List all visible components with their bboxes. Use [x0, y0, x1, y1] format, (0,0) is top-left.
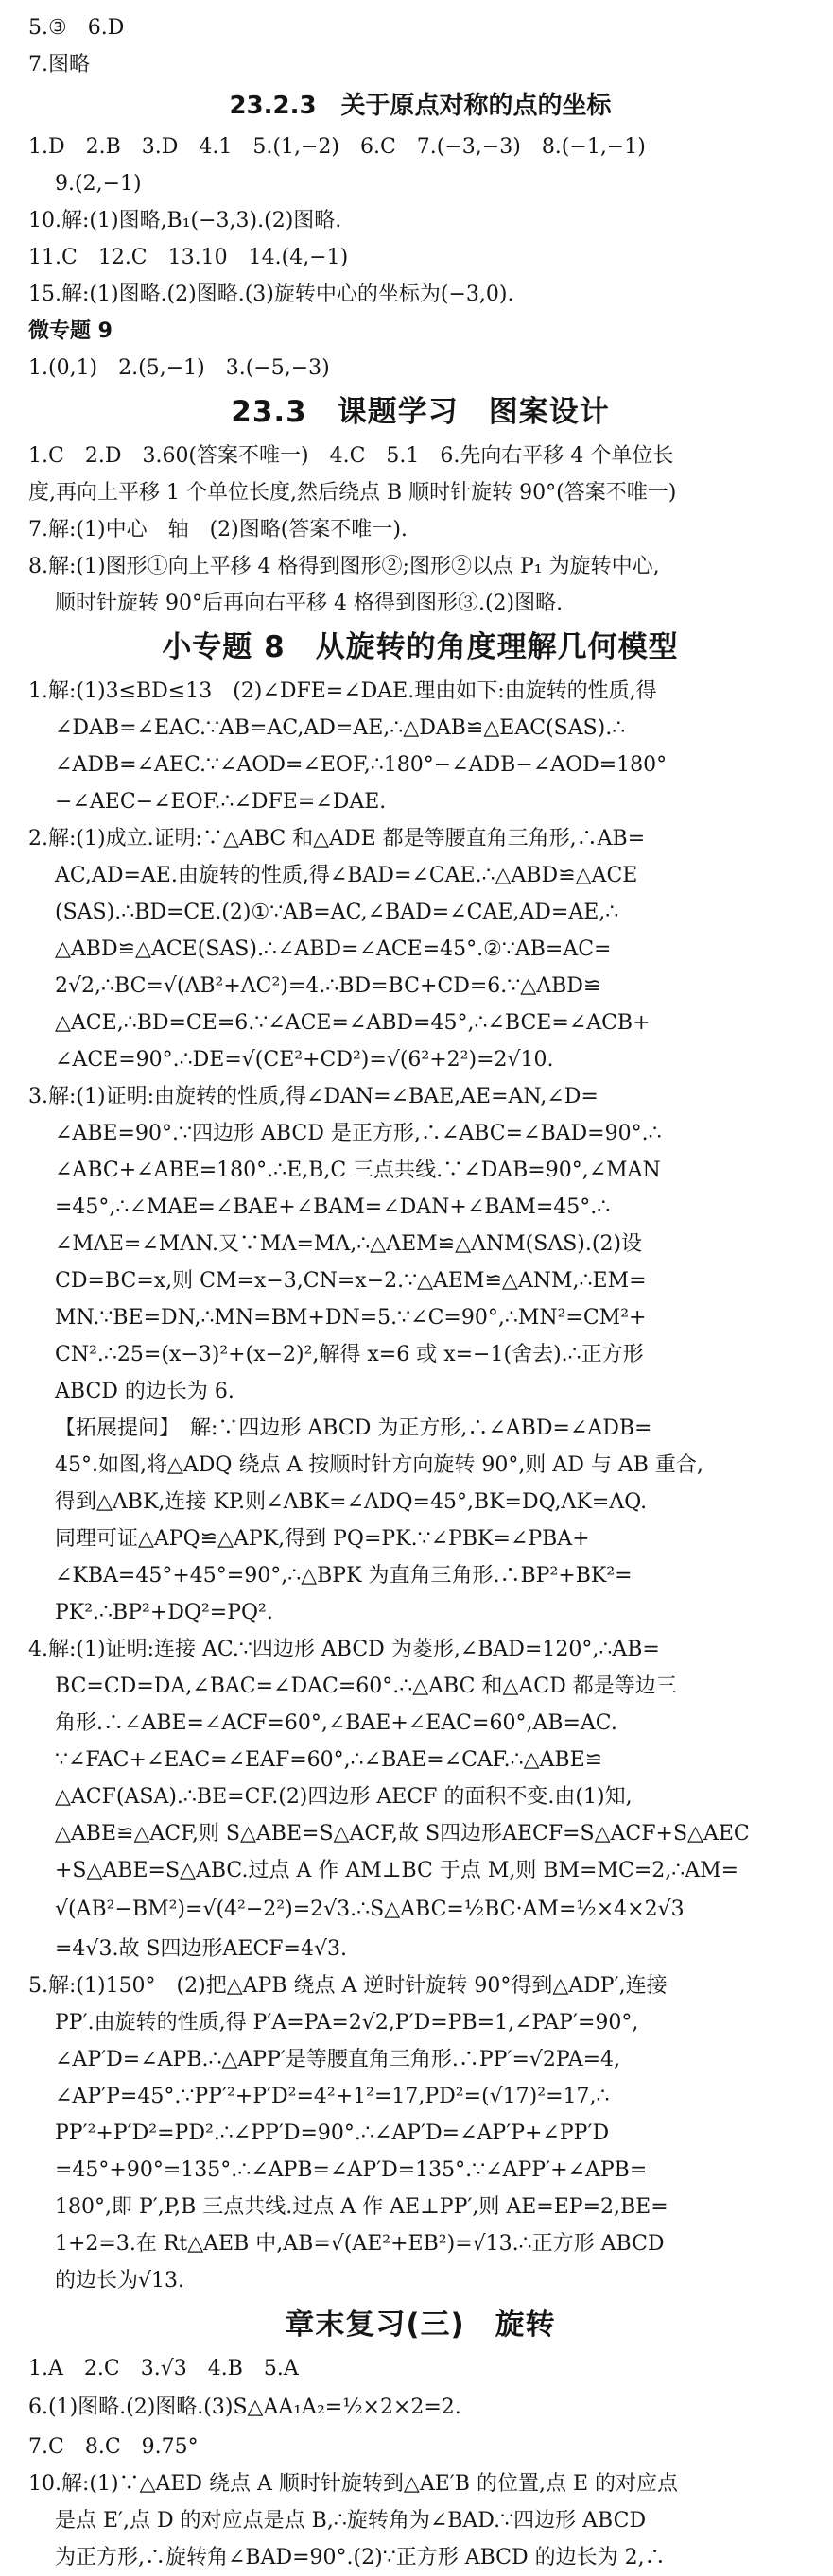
answer-line: PP′.由旋转的性质,得 P′A=PA=2√2,P′D=PB=1,∠PAP′=90°,: [55, 2011, 639, 2035]
answer-line: ∠ACE=90°.∴DE=√(CE²+CD²)=√(6²+2²)=2√10.: [55, 1048, 554, 1072]
answer-line: 180°,即 P′,P,B 三点共线.过点 A 作 AE⊥PP′,则 AE=EP=2,BE=: [55, 2195, 668, 2219]
answer-line: 45°.如图,将△ADQ 绕点 A 按顺时针方向旋转 90°,则 AD 与 AB 重合,: [55, 1453, 703, 1477]
answer-line: 11.C 12.C 13.10 14.(4,−1): [28, 246, 349, 269]
answer-line: 2.解:(1)成立.证明:∵△ABC 和△ADE 都是等腰直角三角形,∴AB=: [28, 827, 646, 850]
answer-line: 1.C 2.D 3.60(答案不唯一) 4.C 5.1 6.先向右平移 4 个单位长: [28, 444, 674, 468]
answer-line: ∠ABC+∠ABE=180°.∴E,B,C 三点共线.∵∠DAB=90°,∠MAN: [55, 1159, 661, 1182]
answer-line: ∠ABE=90°.∵四边形 ABCD 是正方形,∴∠ABC=∠BAD=90°.∴: [55, 1122, 662, 1145]
answer-line: ∠AP′D=∠APB.∴△APP′是等腰直角三角形.∴PP′=√2PA=4,: [55, 2048, 621, 2071]
answer-line: PK².∴BP²+DQ²=PQ².: [55, 1601, 273, 1624]
answer-line: ∠ADB=∠AEC.∵∠AOD=∠EOF,∴180°−∠ADB−∠AOD=180°: [55, 753, 668, 777]
answer-line: 10.解:(1)∵△AED 绕点 A 顺时针旋转到△AE′B 的位置,点 E 的对应点: [28, 2472, 678, 2496]
answer-line: 1+2=3.在 Rt△AEB 中,AB=√(AE²+EB²)=√13.∴正方形 ABCD: [55, 2232, 665, 2256]
answer-line: 5.解:(1)150° (2)把△APB 绕点 A 逆时针旋转 90°得到△ADP′,连接: [28, 1974, 668, 1998]
answer-line: 顺时针旋转 90°后再向右平移 4 格得到图形③.(2)图略.: [55, 592, 564, 615]
answer-line: 5.③ 6.D: [28, 16, 125, 40]
answer-line: 3.解:(1)证明:由旋转的性质,得∠DAN=∠BAE,AE=AN,∠D=: [28, 1085, 599, 1108]
answer-line: 8.解:(1)图形①向上平移 4 格得到图形②;图形②以点 P₁ 为旋转中心,: [28, 555, 660, 578]
answer-line: 7.图略: [28, 53, 90, 77]
answer-line: 15.解:(1)图略.(2)图略.(3)旋转中心的坐标为(−3,0).: [28, 283, 514, 306]
answer-line: △ABE≌△ACF,则 S△ABE=S△ACF,故 S四边形AECF=S△ACF+S△AEC: [55, 1822, 750, 1846]
answer-line: 1.解:(1)3≤BD≤13 (2)∠DFE=∠DAE.理由如下:由旋转的性质,得: [28, 679, 657, 703]
answer-line: 6.(1)图略.(2)图略.(3)S△AA₁A₂=½×2×2=2.: [28, 2396, 461, 2419]
answer-line: MN.∵BE=DN,∴MN=BM+DN=5.∵∠C=90°,∴MN²=CM²+: [55, 1306, 647, 1330]
answer-line: +S△ABE=S△ABC.过点 A 作 AM⊥BC 于点 M,则 BM=MC=2,∴AM=: [55, 1859, 739, 1882]
answer-line: △ACE,∴BD=CE=6.∵∠ACE=∠ABD=45°,∴∠BCE=∠ACB+: [55, 1011, 651, 1035]
answer-line: ∠DAB=∠EAC.∵AB=AC,AD=AE,∴△DAB≌△EAC(SAS).∴: [55, 716, 626, 740]
answer-line: △ACF(ASA).∴BE=CF.(2)四边形 AECF 的面积不变.由(1)知,: [55, 1785, 633, 1809]
answer-line: 7.C 8.C 9.75°: [28, 2435, 199, 2459]
answer-line: √(AB²−BM²)=√(4²−2²)=2√3.∴S△ABC=½BC·AM=½×4×2√3: [55, 1898, 685, 1921]
answer-line: AC,AD=AE.由旋转的性质,得∠BAD=∠CAE.∴△ABD≌△ACE: [55, 864, 638, 887]
answer-line: 度,再向上平移 1 个单位长度,然后绕点 B 顺时针旋转 90°(答案不唯一): [28, 481, 677, 505]
answer-line: 是点 E′,点 D 的对应点是点 B,∴旋转角为∠BAD.∵四边形 ABCD: [55, 2509, 647, 2533]
answer-line: 10.解:(1)图略,B₁(−3,3).(2)图略.: [28, 209, 342, 232]
answer-line: ∠AP′P=45°.∵PP′²+P′D²=4²+1²=17,PD²=(√17)²=17,∴: [55, 2085, 610, 2108]
section-title: 23.2.3 关于原点对称的点的坐标: [229, 92, 612, 120]
answer-line: 的边长为√13.: [55, 2269, 185, 2293]
answer-line: BC=CD=DA,∠BAC=∠DAC=60°.∴△ABC 和△ACD 都是等边三: [55, 1674, 677, 1698]
answer-line: CN².∴25=(x−3)²+(x−2)²,解得 x=6 或 x=−1(舍去).∴正方形: [55, 1343, 644, 1366]
answer-line: 2√2,∴BC=√(AB²+AC²)=4.∴BD=BC+CD=6.∵△ABD≌: [55, 974, 601, 998]
answer-line: ABCD 的边长为 6.: [55, 1380, 234, 1403]
subsection-title: 微专题 9: [28, 319, 113, 343]
answer-line: CD=BC=x,则 CM=x−3,CN=x−2.∵△AEM≌△ANM,∴EM=: [55, 1269, 647, 1293]
answer-line: 9.(2,−1): [55, 172, 142, 196]
answer-line: −∠AEC−∠EOF.∴∠DFE=∠DAE.: [55, 790, 387, 814]
answer-line: 4.解:(1)证明:连接 AC.∵四边形 ABCD 为菱形,∠BAD=120°,∴AB=: [28, 1638, 660, 1661]
answer-line: =4√3.故 S四边形AECF=4√3.: [55, 1937, 347, 1961]
answer-line: PP′²+P′D²=PD².∴∠PP′D=90°.∴∠AP′D=∠AP′P+∠PP′D: [55, 2121, 610, 2145]
answer-line: =45°,∴∠MAE=∠BAE+∠BAM=∠DAN+∠BAM=45°.∴: [55, 1195, 611, 1219]
answer-line: (SAS).∴BD=CE.(2)①∵AB=AC,∠BAD=∠CAE,AD=AE,∴: [55, 901, 619, 924]
answer-line: 【拓展提问】 解:∵四边形 ABCD 为正方形,∴∠ABD=∠ADB=: [55, 1417, 652, 1440]
answer-line: ∠MAE=∠MAN.又∵MA=MA,∴△AEM≌△ANM(SAS).(2)设: [55, 1232, 643, 1256]
answer-line: ∠KBA=45°+45°=90°,∴△BPK 为直角三角形.∴BP²+BK²=: [55, 1564, 633, 1588]
answer-line: =45°+90°=135°.∴∠APB=∠AP′D=135°.∵∠APP′+∠APB=: [55, 2158, 648, 2182]
answer-line: △ABD≌△ACE(SAS).∴∠ABD=∠ACE=45°.②∵AB=AC=: [55, 937, 612, 961]
answer-line: 1.(0,1) 2.(5,−1) 3.(−5,−3): [28, 356, 330, 380]
answer-line: 7.解:(1)中心 轴 (2)图略(答案不唯一).: [28, 518, 408, 541]
answer-line: 得到△ABK,连接 KP.则∠ABK=∠ADQ=45°,BK=DQ,AK=AQ.: [55, 1490, 648, 1514]
answer-line: ∵∠FAC+∠EAC=∠EAF=60°,∴∠BAE=∠CAF.∴△ABE≌: [55, 1748, 603, 1772]
answer-line: 角形.∴∠ABE=∠ACF=60°,∠BAE+∠EAC=60°,AB=AC.: [55, 1711, 617, 1735]
section-title: 23.3 课题学习 图案设计: [231, 395, 610, 429]
section-title: 小专题 8 从旋转的角度理解几何模型: [162, 630, 679, 664]
answer-line: 同理可证△APQ≌△APK,得到 PQ=PK.∵∠PBK=∠PBA+: [55, 1527, 590, 1551]
answer-line: 为正方形,∴旋转角∠BAD=90°.(2)∵正方形 ABCD 的边长为 2,∴: [55, 2546, 666, 2569]
answer-line: 1.A 2.C 3.√3 4.B 5.A: [28, 2357, 299, 2380]
answer-line: 1.D 2.B 3.D 4.1 5.(1,−2) 6.C 7.(−3,−3) 8.(−1,−1): [28, 135, 646, 159]
section-title: 章末复习(三) 旋转: [285, 2308, 556, 2342]
